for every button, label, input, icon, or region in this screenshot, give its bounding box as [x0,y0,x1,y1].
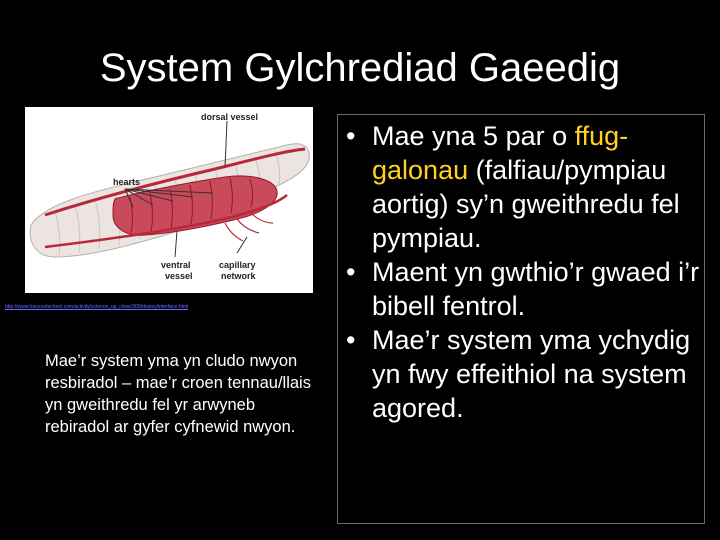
bullet-box [337,114,705,524]
label-capillary-network-1: capillary [219,260,256,270]
label-ventral-vessel-2: vessel [165,271,193,281]
earthworm-circulation-diagram [25,107,313,293]
slide-title: System Gylchrediad Gaeedig [99,46,621,90]
bullet-dot: • [346,121,356,151]
bullet-text: Mae’r system yma ychydig yn fwy effeithiol na system agored. [372,325,691,423]
label-ventral-vessel-1: ventral [161,260,191,270]
label-hearts: hearts [113,177,141,187]
source-link[interactable]: http://www.harcourtschool.com/activity/science_up_close/309/deploy/interface.html [5,304,189,310]
label-capillary-network-2: network [221,271,256,281]
bullet-item [338,323,704,425]
label-dorsal-vessel: dorsal vessel [201,112,259,122]
bullet-text-tail: (falfiau/pympiau aortig) sy’n gweithredu fel pympiau. [372,155,680,253]
bullet-dot: • [346,325,356,355]
bullet-highlight: ffug-galonau [372,121,629,185]
bullet-text: Maent yn gwthio’r gwaed i’r bibell fentrol. [372,257,700,321]
bullet-item [338,119,704,255]
caption-text: Mae’r system yma yn cludo nwyon resbiradol – mae’r croen tennau/llais yn gweithredu fel yr arwyneb rebiradol ar gyfer cyfnewid nwyon. [45,352,311,436]
bullet-dot: • [346,257,356,287]
bullet-list [338,119,704,425]
bullet-text: Mae yna 5 par o [372,121,575,151]
bullet-item [338,255,704,323]
